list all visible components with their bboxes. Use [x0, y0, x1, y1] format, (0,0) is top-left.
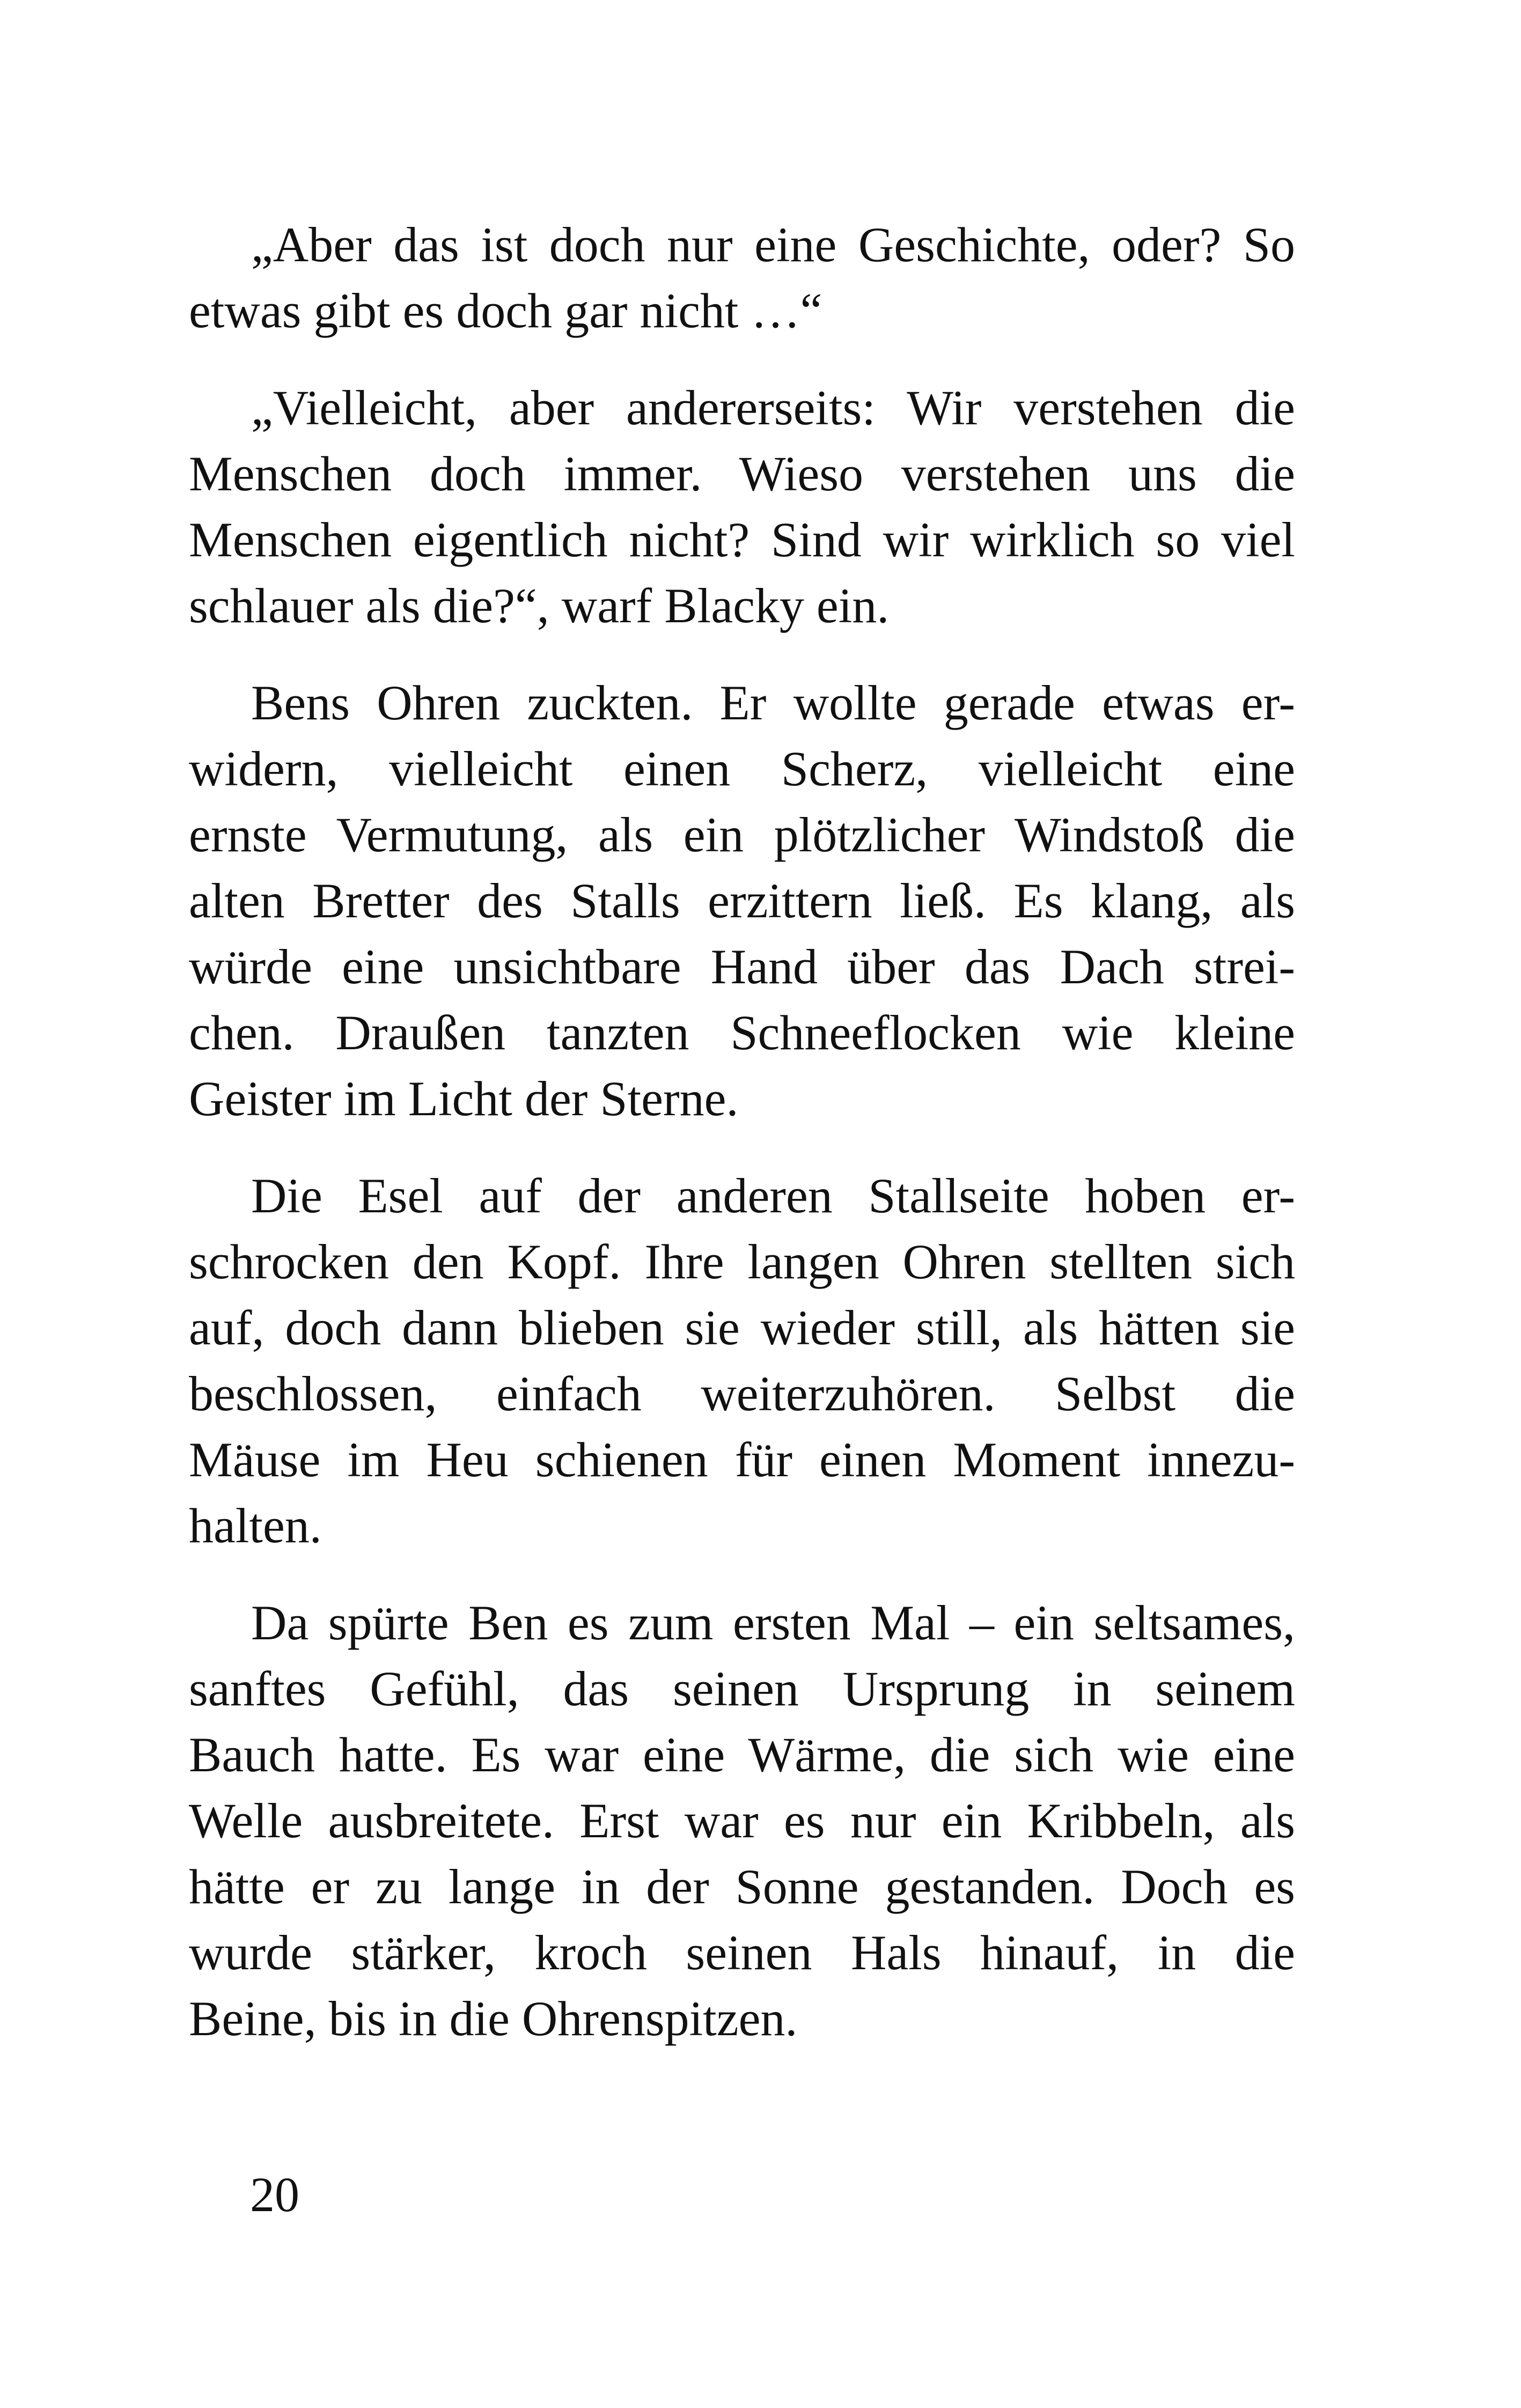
text-line: auf, doch dann blieben sie wieder still, als hätten sie — [189, 1300, 1295, 1355]
body-text — [189, 212, 1295, 2083]
text-line: schlauer als die?“, warf Blacky ein. — [189, 578, 890, 633]
paragraph — [189, 212, 1295, 344]
text-line: Menschen doch immer. Wieso verstehen uns die — [189, 446, 1295, 501]
text-line: sanftes Gefühl, das seinen Ursprung in seinem — [189, 1661, 1295, 1716]
text-line: etwas gibt es doch gar nicht …“ — [189, 283, 822, 338]
text-line: ernste Vermutung, als ein plötzlicher Windstoß die — [189, 807, 1295, 862]
text-line: beschlossen, einfach weiterzuhören. Selbst die — [189, 1366, 1295, 1421]
text-line: Bens Ohren zuckten. Er wollte gerade etwas er- — [251, 675, 1295, 730]
paragraph — [189, 670, 1295, 1132]
text-line: schrocken den Kopf. Ihre langen Ohren stellten sich — [189, 1234, 1295, 1289]
text-line: würde eine unsichtbare Hand über das Dach strei- — [189, 939, 1295, 994]
text-line: Bauch hatte. Es war eine Wärme, die sich wie eine — [189, 1727, 1295, 1782]
text-line: Die Esel auf der anderen Stallseite hoben er- — [251, 1168, 1295, 1223]
text-line: Mäuse im Heu schienen für einen Moment innezu- — [189, 1432, 1295, 1487]
text-line: „Aber das ist doch nur eine Geschichte, oder? So — [251, 217, 1295, 272]
text-line: hätte er zu lange in der Sonne gestanden. Doch es — [189, 1859, 1295, 1914]
paragraph — [189, 1163, 1295, 1559]
text-line: Beine, bis in die Ohrenspitzen. — [189, 1991, 798, 2046]
text-line: Geister im Licht der Sterne. — [189, 1071, 739, 1126]
text-line: wurde stärker, kroch seinen Hals hinauf, in die — [189, 1925, 1295, 1980]
text-line: Menschen eigentlich nicht? Sind wir wirklich so viel — [189, 512, 1295, 567]
text-line: Welle ausbreitete. Erst war es nur ein Kribbeln, als — [189, 1793, 1295, 1848]
text-line: widern, vielleicht einen Scherz, vielleicht eine — [189, 741, 1295, 796]
text-line: Da spürte Ben es zum ersten Mal – ein seltsames, — [251, 1595, 1295, 1650]
paragraph — [189, 375, 1295, 639]
text-line: chen. Draußen tanzten Schneeflocken wie kleine — [189, 1005, 1295, 1060]
page-number: 20 — [250, 2167, 299, 2222]
text-line: halten. — [189, 1498, 322, 1553]
text-line: alten Bretter des Stalls erzittern ließ. Es klang, als — [189, 873, 1295, 928]
text-line: „Vielleicht, aber andererseits: Wir verstehen die — [251, 380, 1295, 435]
paragraph — [189, 1590, 1295, 2052]
